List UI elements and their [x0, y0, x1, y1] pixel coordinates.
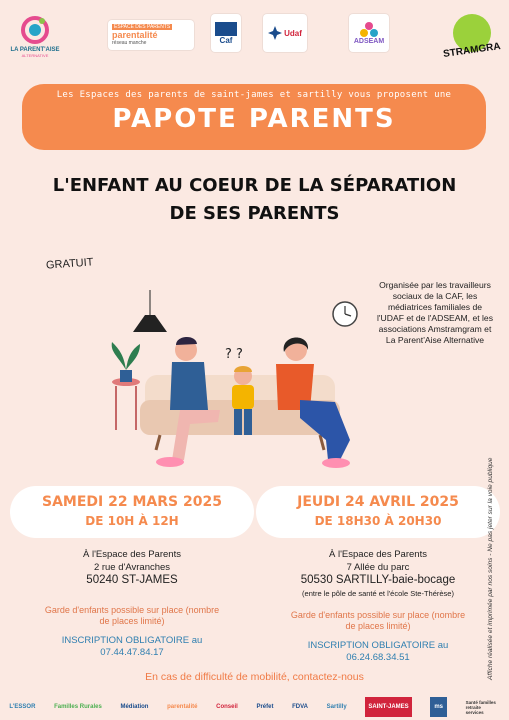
partner-logo: SAINT-JAMES: [365, 697, 411, 717]
event-time: DE 10H À 12H: [85, 514, 179, 528]
event-street: 7 Allée du parc: [346, 562, 410, 573]
parentaise-sub: ALTERNATIVE: [21, 52, 49, 58]
lamp-icon: [133, 315, 167, 332]
event-city: 50240 ST-JAMES: [86, 574, 178, 586]
event-date: JEUDI 24 AVRIL 2025: [297, 494, 459, 510]
event-location-note: (entre le pôle de santé et l'école Ste-Thérèse): [302, 589, 454, 598]
plant-table-icon: [112, 342, 140, 430]
event-registration-label: INSCRIPTION OBLIGATOIRE au: [307, 640, 449, 651]
parentaise-name: LA PARENT'AISE: [10, 46, 60, 53]
adseam-flower-icon: [360, 22, 378, 38]
udaf-logo: [263, 14, 307, 52]
banner-title: PAPOTE PARENTS: [112, 104, 396, 134]
stramgram-logo: [442, 14, 502, 64]
caf-logo: [211, 14, 241, 52]
espace-parents-logo: [108, 20, 194, 50]
event-place: À l'Espace des Parents: [329, 549, 427, 560]
udaf-star-icon: [268, 26, 282, 40]
event-date-pill: [10, 486, 254, 538]
event-place: À l'Espace des Parents: [83, 549, 181, 560]
caf-emblem-icon: [215, 22, 237, 36]
svg-text:? ?: ? ?: [225, 347, 243, 362]
banner-intro: Les Espaces des parents de saint-james et sartilly vous proposent une: [56, 90, 452, 100]
mother-figure: [276, 337, 350, 468]
event-saint-james: [10, 486, 254, 659]
event-childcare: Garde d'enfants possible sur place (nombre de places limité): [44, 605, 220, 626]
print-disclaimer: Affiche réalisée et imprimée par nos soins - Ne pas jeter sur la voie publique: [487, 457, 494, 680]
clock-icon: [333, 302, 357, 326]
event-date-pill: [256, 486, 500, 538]
headline-line1: L'ENFANT AU COEUR DE LA SÉPARATION: [52, 175, 457, 196]
event-childcare: Garde d'enfants possible sur place (nombre de places limité): [290, 610, 466, 631]
event-address: [256, 548, 500, 600]
partner-logo: Préfet: [256, 704, 274, 710]
event-registration-label: INSCRIPTION OBLIGATOIRE au: [61, 635, 203, 646]
partner-logo: Santé familles retraite services: [465, 699, 496, 715]
parentaise-logo: [8, 8, 62, 64]
partner-logo: L'ESSOR: [9, 704, 36, 710]
event-phone[interactable]: 07.44.47.84.17: [100, 647, 164, 658]
udaf-name: Udaf: [284, 28, 302, 38]
partner-logo: Conseil: [216, 704, 238, 710]
espace-parents-top: ESPACE DES PARENTS: [114, 24, 171, 30]
partner-logo: FDVA: [292, 704, 308, 710]
event-address: [10, 548, 254, 587]
event-city: 50530 SARTILLY-baie-bocage: [300, 574, 456, 586]
event-phone[interactable]: 06.24.68.34.51: [346, 652, 410, 663]
event-registration: [256, 640, 500, 664]
family-illustration: [100, 290, 390, 480]
event-sartilly: [256, 486, 500, 664]
partner-logo: Familles Rurales: [54, 704, 102, 710]
event-street: 2 rue d'Avranches: [93, 562, 171, 573]
stramgram-name: STRAMGRA: [442, 40, 502, 60]
event-registration: [10, 635, 254, 659]
title-banner: [22, 84, 486, 150]
espace-parents-sub: réseau manche: [112, 40, 147, 46]
partner-logo: Médiation: [120, 704, 149, 710]
partner-logo: parentalité: [167, 704, 198, 710]
adseam-name: ADSEAM: [353, 37, 385, 45]
caf-name: Caf: [219, 35, 233, 45]
mobility-contact: En cas de difficulté de mobilité, contactez-nous: [145, 671, 364, 683]
adseam-logo: [349, 14, 389, 52]
organisers-text: Organisée par les travailleurs sociaux de la CAF, les médiatrices familiales de l'UDAF et de l'ADSEAM, et les associations Amstramgram et La Parent'Aise Alternative: [377, 280, 493, 345]
free-label: GRATUIT: [45, 256, 94, 272]
event-date: SAMEDI 22 MARS 2025: [42, 494, 222, 510]
parentaise-emblem-icon: [20, 15, 50, 45]
partner-logo: Sartilly: [326, 704, 347, 710]
partner-logos: [0, 694, 509, 720]
espace-parents-main: parentalité: [112, 30, 158, 40]
headline-line2: DE SES PARENTS: [169, 203, 340, 224]
partner-logo: ms: [430, 697, 447, 717]
headline: [0, 172, 509, 228]
event-time: DE 18H30 À 20H30: [314, 514, 442, 528]
